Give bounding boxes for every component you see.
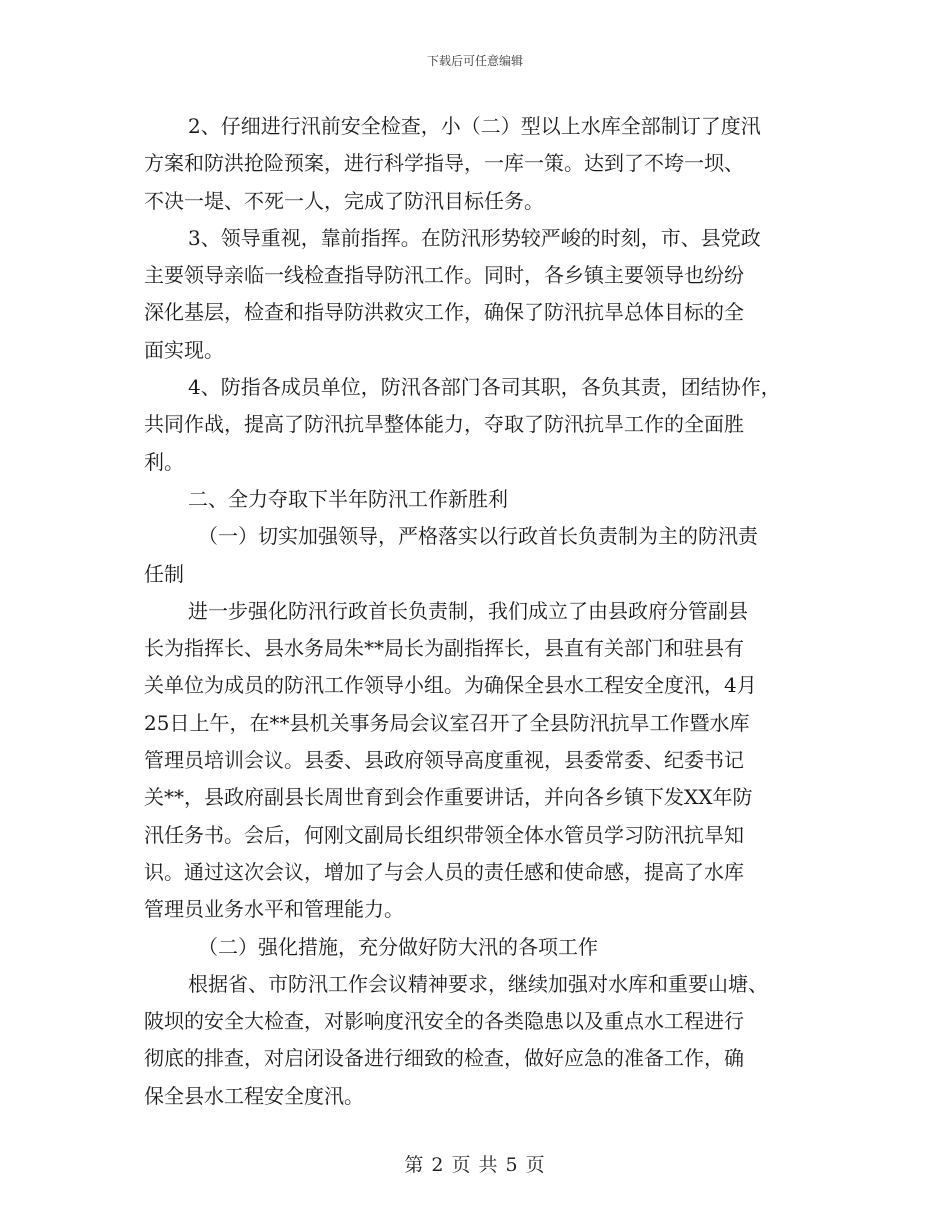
page-number-footer: 第 2 页 共 5 页 bbox=[404, 1154, 546, 1176]
text-line: 面实现。 bbox=[144, 337, 224, 362]
text-line: 识。通过这次会议，增加了与会人员的责任感和使命感，提高了水库 bbox=[144, 859, 744, 884]
text-line: 利。 bbox=[144, 449, 184, 474]
subsection-heading: （二）强化措施，充分做好防大汛的各项工作 bbox=[198, 934, 598, 959]
text-line: 4、防指各成员单位，防汛各部门各司其职，各负其责，团结协作， bbox=[188, 375, 781, 400]
text-line: 根据省、市防汛工作会议精神要求，继续加强对水库和重要山塘、 bbox=[188, 971, 768, 996]
text-line: 保全县水工程安全度汛。 bbox=[144, 1083, 364, 1108]
subsection-heading: （一）切实加强领导，严格落实以行政首长负责制为主的防汛责 bbox=[198, 524, 758, 549]
text-line: 关**，县政府副县长周世育到会作重要讲话，并向各乡镇下发XX年防 bbox=[144, 785, 753, 810]
text-line: 长为指挥长、县水务局朱**局长为副指挥长，县直有关部门和驻县有 bbox=[144, 636, 744, 661]
text-line: 管理员业务水平和管理能力。 bbox=[144, 897, 404, 922]
page-header: 下载后可任意编辑 bbox=[426, 54, 523, 68]
text-line: 深化基层，检查和指导防洪救灾工作，确保了防汛抗旱总体目标的全 bbox=[144, 300, 744, 325]
text-line: 陂坝的安全大检查，对影响度汛安全的各类隐患以及重点水工程进行 bbox=[144, 1009, 744, 1034]
text-line: 进一步强化防汛行政首长负责制，我们成立了由县政府分管副县 bbox=[188, 598, 748, 623]
text-line: 共同作战，提高了防汛抗旱整体能力，夺取了防汛抗旱工作的全面胜 bbox=[144, 412, 744, 437]
text-line: 2、仔细进行汛前安全检查，小（二）型以上水库全部制订了度汛 bbox=[188, 114, 761, 138]
text-line: 任制 bbox=[144, 561, 184, 586]
text-line: 3、领导重视，靠前指挥。在防汛形势较严峻的时刻，市、县党政 bbox=[188, 225, 761, 250]
text-line: 汛任务书。会后，何刚文副局长组织带领全体水管员学习防汛抗旱知 bbox=[144, 822, 744, 847]
text-line: 不决一堤、不死一人，完成了防汛目标任务。 bbox=[144, 188, 544, 213]
document-body bbox=[144, 108, 814, 1115]
text-line: 彻底的排查，对启闭设备进行细致的检查，做好应急的准备工作，确 bbox=[144, 1046, 744, 1071]
text-line: 主要领导亲临一线检查指导防汛工作。同时，各乡镇主要领导也纷纷 bbox=[144, 263, 744, 288]
text-line: 管理员培训会议。县委、县政府领导高度重视，县委常委、纪委书记 bbox=[144, 748, 744, 773]
text-line: 关单位为成员的防汛工作领导小组。为确保全县水工程安全度汛，4月 bbox=[144, 673, 757, 698]
text-line: 方案和防洪抢险预案，进行科学指导，一库一策。达到了不垮一坝、 bbox=[144, 151, 744, 176]
section-heading: 二、全力夺取下半年防汛工作新胜利 bbox=[188, 486, 508, 511]
text-line: 25日上午，在**县机关事务局会议室召开了全县防汛抗旱工作暨水库 bbox=[144, 710, 750, 735]
